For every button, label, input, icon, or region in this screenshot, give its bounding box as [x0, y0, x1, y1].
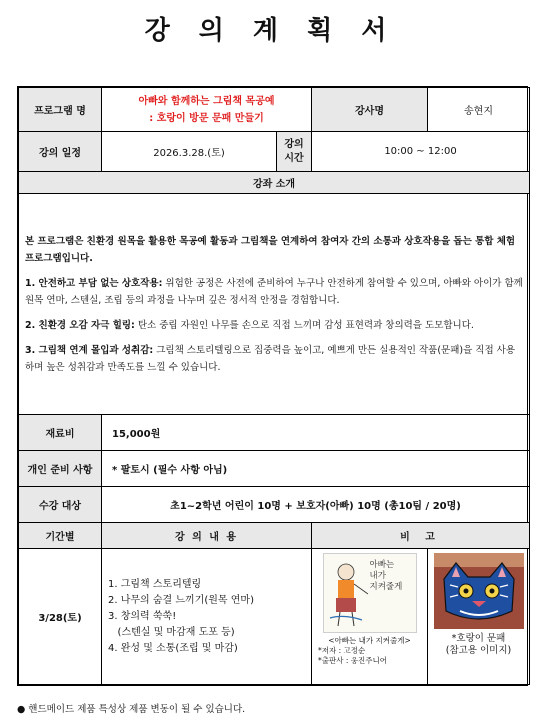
- intro-item-3-title: 3. 그림책 연계 몰입과 성취감:: [25, 344, 154, 356]
- prep-value: * 팔토시 (필수 사항 아님): [102, 451, 530, 487]
- intro-item-1-text: 위험한 공정은 사전에 준비하여 누구나 안전하게 참여할 수 있으며, 아빠와 아이가 함께 원목 연마, 스텐실, 조립 등의 과정을 나누며 깊은 정서적 안정을 경험합니다.: [25, 277, 523, 306]
- intro-header: 강좌 소개: [19, 172, 530, 194]
- schedule-date: 2026.3.28.(토): [102, 132, 277, 172]
- time-label: [277, 132, 312, 172]
- lesson-item: 2. 나무의 숨결 느끼기(원목 연마): [108, 594, 254, 606]
- sample-subcaption: (참고용 이미지): [445, 645, 512, 656]
- intro-item-1-title: 1. 안전하고 부담 없는 상호작용:: [25, 277, 163, 289]
- schedule-time: 10:00 ~ 12:00: [312, 132, 530, 172]
- schedule-label: 강의 일정: [19, 132, 102, 172]
- target-value: 초1~2학년 어린이 10명 + 보호자(아빠) 10명 (총10팀 / 20명): [102, 487, 530, 523]
- intro-item-2-title: 2. 친환경 오감 자극 힐링:: [25, 319, 135, 331]
- book-note-cell: [312, 549, 428, 685]
- tiger-nameplate-illustration: [434, 553, 524, 629]
- program-name-label: 프로그램 명: [19, 88, 102, 132]
- lesson-item: 4. 완성 및 소통(조립 및 마감): [108, 642, 238, 654]
- intro-summary: 본 프로그램은 친환경 원목을 활용한 목공예 활동과 그림책을 연계하여 참여자 간의 소통과 상호작용을 돕는 통합 체험 프로그램입니다.: [25, 235, 516, 264]
- lesson-contents: [102, 549, 312, 685]
- book-cover-image: [323, 553, 417, 633]
- col-note-header: 비 고: [312, 523, 530, 549]
- program-name-line2: : 호랑이 방문 문패 만들기: [149, 112, 264, 124]
- program-name: [102, 88, 312, 132]
- intro-item-2: [25, 317, 523, 334]
- lesson-item: (스텐실 및 마감재 도포 등): [108, 626, 235, 638]
- plan-table-frame: [17, 86, 528, 686]
- fee-value: 15,000원: [102, 415, 530, 451]
- lesson-item: 1. 그림책 스토리텔링: [108, 578, 202, 590]
- book-publisher: *출판사 : 웅진주니어: [318, 656, 388, 665]
- sample-caption: *호랑이 문패: [451, 633, 506, 644]
- intro-item-3-text: 그림책 스토리텔링으로 집중력을 높이고, 예쁘게 만든 실용적인 작품(문패)을 직접 사용하며 높은 성취감과 만족도를 느낄 수 있습니다.: [25, 344, 516, 373]
- book-author: *저자 : 고정순: [318, 646, 366, 655]
- book-cover-title: 아빠는 내가 지켜줄게: [369, 560, 403, 592]
- instructor-label: 강사명: [312, 88, 428, 132]
- time-label-line1: 강의: [284, 138, 304, 150]
- col-content-header: 강 의 내 용: [102, 523, 312, 549]
- program-name-line1: 아빠와 함께하는 그림책 목공예: [138, 95, 275, 107]
- lesson-date: 3/28(토): [19, 549, 102, 685]
- fee-label: 재료비: [19, 415, 102, 451]
- intro-body: [19, 194, 530, 415]
- lesson-item: 3. 창의력 쑥쑥!: [108, 610, 177, 622]
- tiger-nameplate-image: [434, 553, 524, 629]
- document-title: 강 의 계 획 서: [144, 16, 397, 46]
- book-caption: <아빠는 내가 지켜줄게>: [328, 636, 411, 645]
- lesson-list: [102, 577, 311, 657]
- intro-item-2-text: 탄소 중립 자원인 나무를 손으로 직접 느끼며 감성 표현력과 창의력을 도모합니다.: [134, 319, 474, 331]
- intro-item-3: [25, 342, 523, 376]
- instructor-name: 송현지: [428, 88, 530, 132]
- target-label: 수강 대상: [19, 487, 102, 523]
- col-period-header: 기간별: [19, 523, 102, 549]
- intro-item-1: [25, 275, 523, 309]
- prep-label: 개인 준비 사항: [19, 451, 102, 487]
- plan-table: [18, 87, 530, 685]
- footnote: ● 핸드메이드 제품 특성상 제품 변동이 될 수 있습니다.: [17, 704, 246, 715]
- time-label-line2: 시간: [284, 152, 304, 164]
- sample-note-cell: [428, 549, 530, 685]
